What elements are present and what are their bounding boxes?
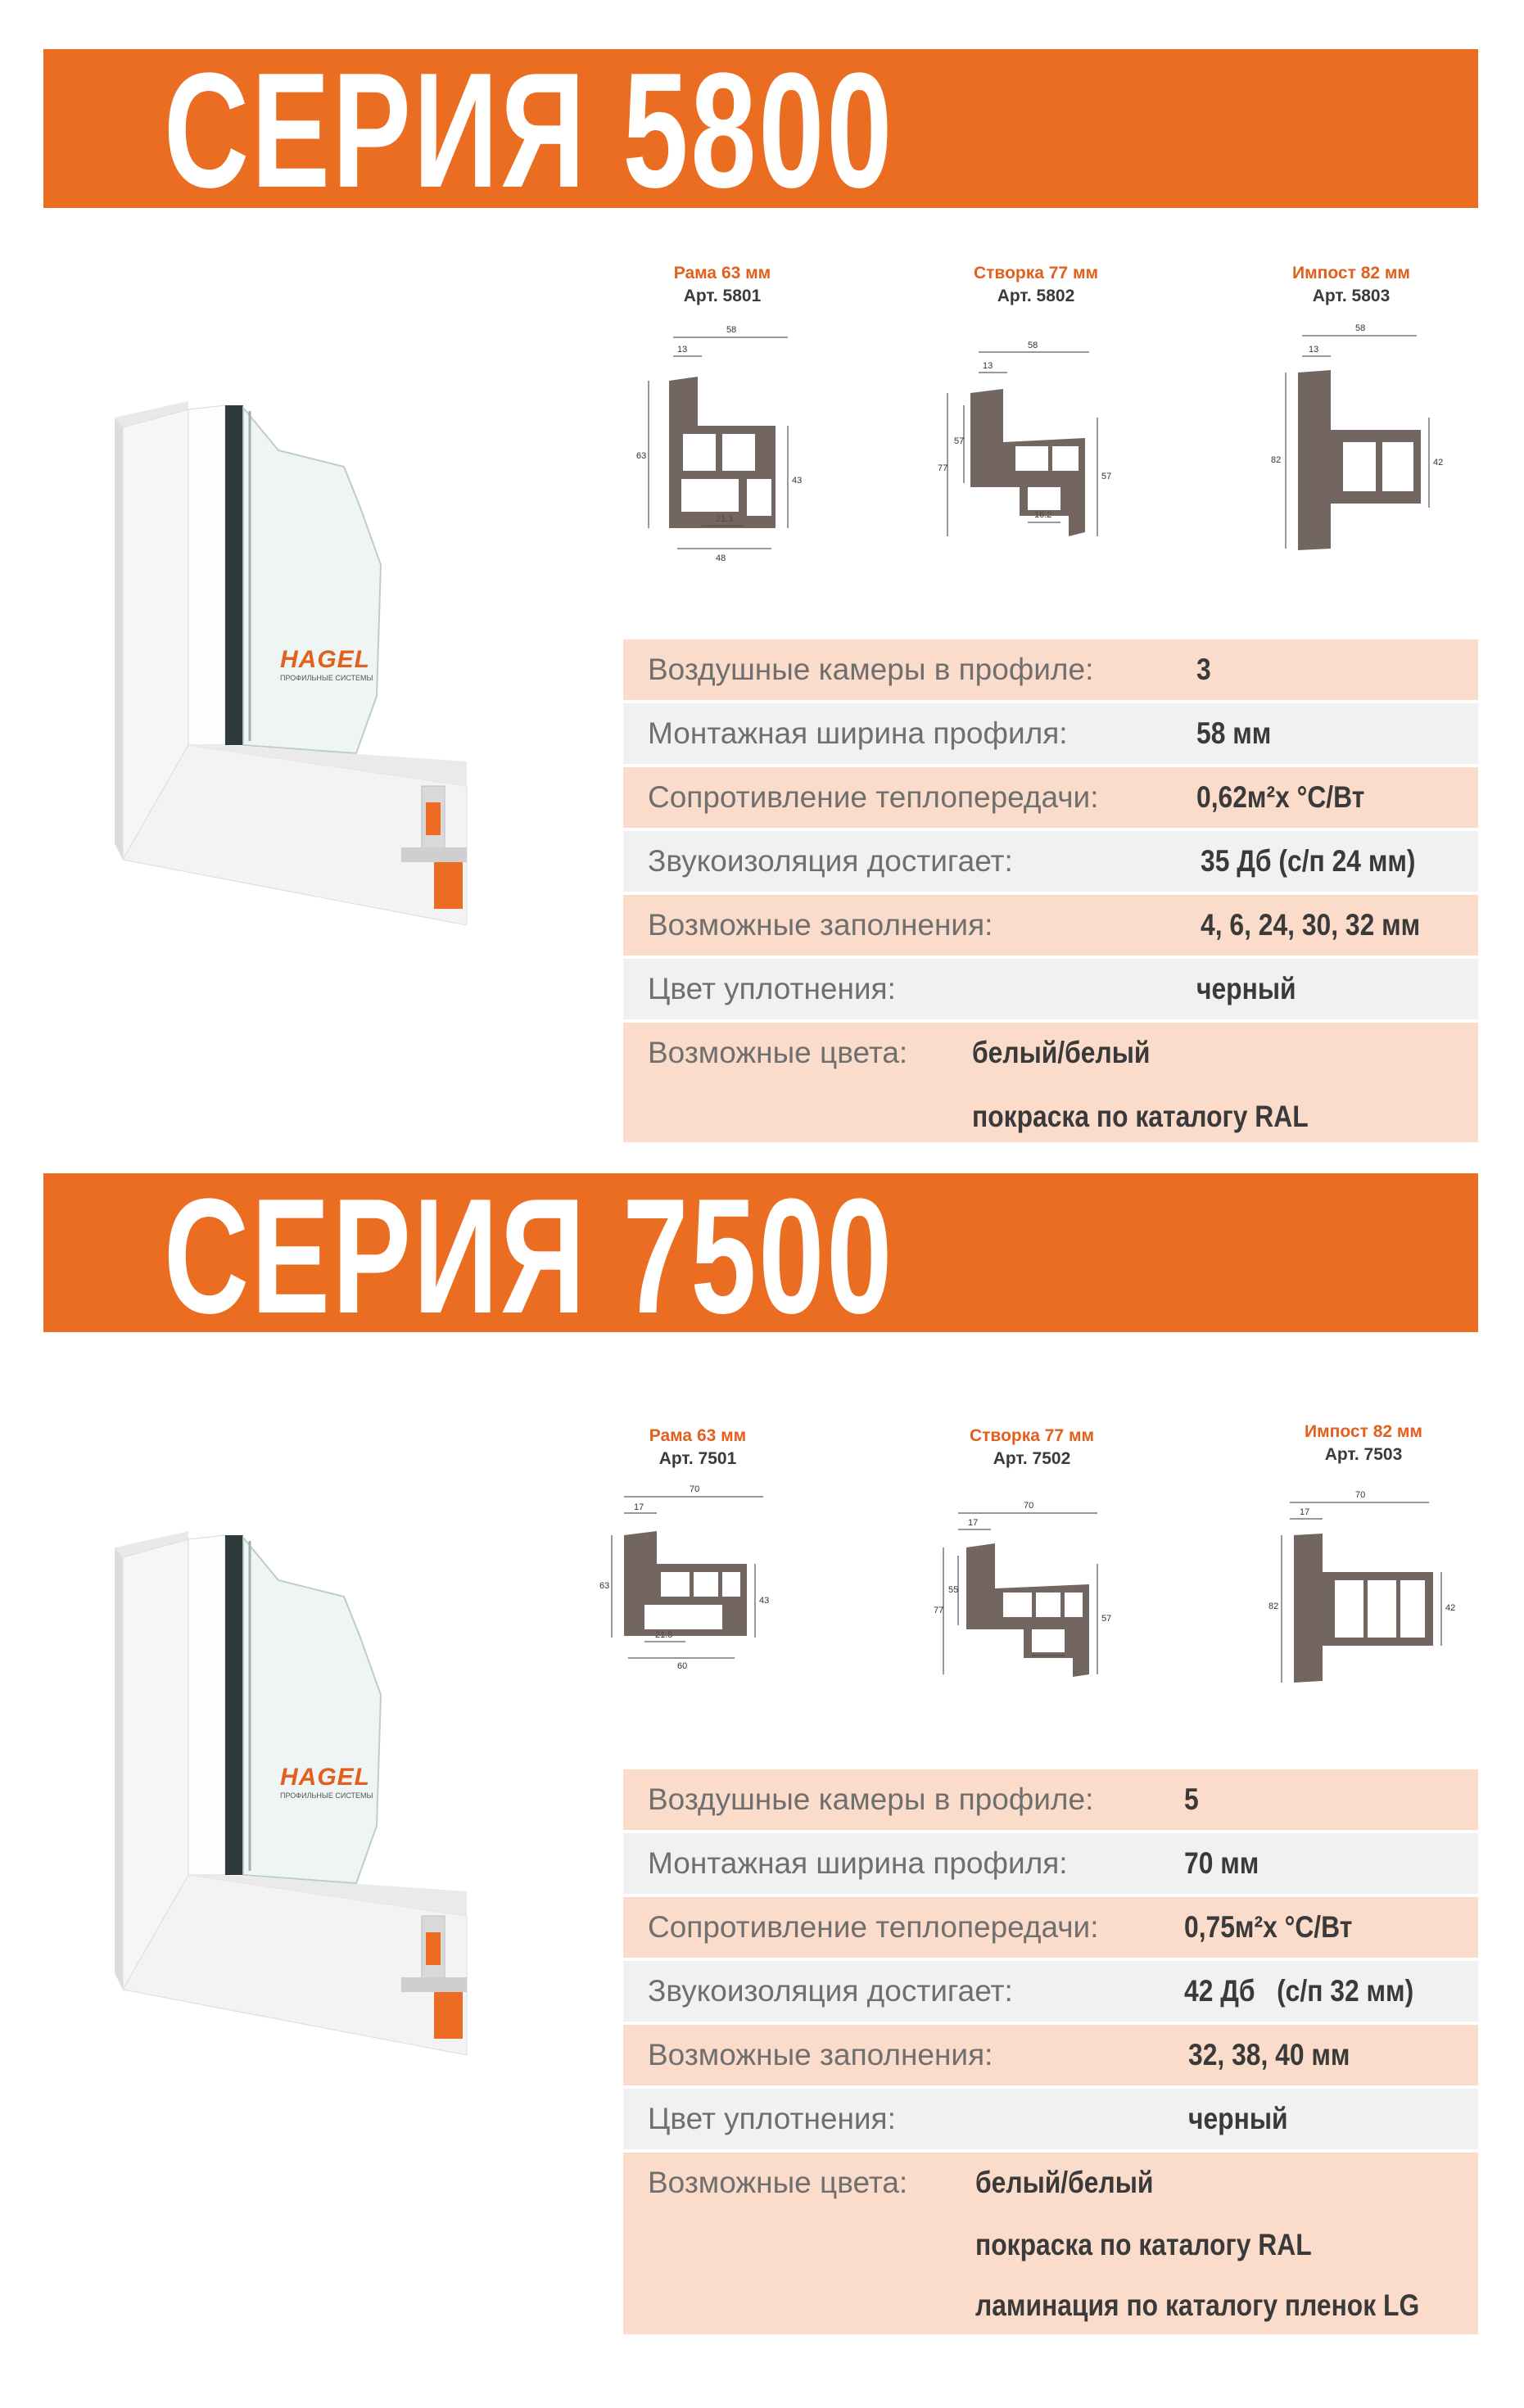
spec-row [623, 639, 1478, 700]
spec-row [623, 1897, 1478, 1958]
svg-text:57: 57 [1101, 472, 1112, 481]
spec-row [623, 1833, 1478, 1894]
svg-text:77: 77 [934, 1606, 944, 1615]
profile-article: Арт. 7502 [993, 1449, 1071, 1468]
svg-text:17: 17 [1300, 1507, 1310, 1517]
spec-value: 58 мм [1196, 716, 1272, 750]
spec-value: 70 мм [1184, 1846, 1259, 1880]
profile-article: Арт. 5801 [683, 287, 762, 305]
logo-wordmark: HAGEL [280, 646, 370, 673]
spec-label: Монтажная ширина профиля: [648, 716, 1068, 750]
profile-article: Арт. 5802 [997, 287, 1075, 305]
profile-name: Рама 63 мм [649, 1426, 747, 1445]
spec-row [623, 831, 1478, 892]
svg-text:58: 58 [1028, 341, 1038, 350]
spec-label: Монтажная ширина профиля: [648, 1846, 1068, 1880]
spec-row [623, 1769, 1478, 1830]
profile-article: Арт. 5803 [1312, 287, 1391, 305]
svg-text:60: 60 [677, 1661, 688, 1671]
spec-label: Сопротивление теплопередачи: [648, 1910, 1099, 1944]
sash-profile-icon [938, 311, 1134, 573]
profile-mullion [1253, 262, 1449, 590]
spec-value: 5 [1184, 1782, 1199, 1816]
frame-profile-icon [624, 311, 821, 573]
spec-row [623, 703, 1478, 764]
svg-text:63: 63 [599, 1581, 610, 1591]
svg-text:42: 42 [1445, 1603, 1456, 1613]
spec-label: Воздушные камеры в профиле: [648, 653, 1094, 686]
spec-label: Цвет уплотнения: [648, 972, 896, 1005]
spec-table [623, 639, 1478, 1142]
spec-row [623, 1961, 1478, 2022]
spec-value: 0,62м²х °С/Вт [1196, 780, 1365, 814]
spec-value: покраска по каталогу RAL [972, 1100, 1309, 1133]
svg-text:17: 17 [968, 1518, 979, 1528]
spec-value: ламинация по каталогу пленок LG [975, 2288, 1420, 2322]
profile-frame [624, 262, 821, 590]
spec-value: белый/белый [975, 2166, 1154, 2199]
profile-name: Импост 82 мм [1305, 1422, 1422, 1441]
svg-text:57: 57 [1101, 1614, 1112, 1624]
svg-text:82: 82 [1271, 455, 1282, 465]
spec-row [623, 2089, 1478, 2149]
spec-row-colors [623, 2153, 1478, 2334]
series-banner [43, 1165, 1478, 1348]
profile-sash [938, 262, 1134, 590]
spec-row [623, 2025, 1478, 2085]
svg-text:42: 42 [1433, 458, 1444, 468]
profile-sash [934, 1425, 1130, 1752]
profile-name: Рама 63 мм [673, 264, 771, 282]
spec-value: 32, 38, 40 мм [1188, 2038, 1350, 2071]
spec-label: Возможные цвета: [648, 1036, 908, 1069]
spec-label: Возможные заполнения: [648, 908, 993, 942]
spec-label: Звукоизоляция достигает: [648, 1974, 1013, 2008]
profile-frame [599, 1425, 796, 1752]
mullion-profile-icon [1265, 1470, 1462, 1732]
logo-tagline: ПРОФИЛЬНЫЕ СИСТЕМЫ [280, 674, 373, 682]
series-banner [43, 39, 1478, 222]
svg-text:70: 70 [1355, 1490, 1366, 1500]
svg-text:13: 13 [983, 361, 993, 371]
spec-row [623, 767, 1478, 828]
series-title: СЕРИЯ 7500 [164, 1165, 895, 1348]
profile-article: Арт. 7501 [658, 1449, 737, 1468]
profile-name: Импост 82 мм [1292, 264, 1410, 282]
svg-text:17: 17 [634, 1502, 644, 1512]
spec-value: 0,75м²х °С/Вт [1184, 1910, 1353, 1944]
spec-value: 42 Дб (с/п 32 мм) [1184, 1974, 1414, 2008]
spec-value: черный [1196, 972, 1296, 1005]
frame-profile-icon [599, 1474, 796, 1736]
spec-value: белый/белый [972, 1036, 1151, 1069]
sash-profile-icon [934, 1474, 1130, 1736]
spec-value: 3 [1196, 653, 1211, 686]
series-title: СЕРИЯ 5800 [164, 39, 895, 222]
spec-label: Воздушные камеры в профиле: [648, 1782, 1094, 1816]
logo-wordmark: HAGEL [280, 1764, 370, 1791]
svg-text:77: 77 [938, 463, 948, 473]
spec-label: Возможные заполнения: [648, 2038, 993, 2071]
spec-row [623, 959, 1478, 1019]
svg-text:70: 70 [1024, 1501, 1034, 1511]
logo-tagline: ПРОФИЛЬНЫЕ СИСТЕМЫ [280, 1791, 373, 1800]
spec-value: черный [1188, 2102, 1288, 2135]
svg-text:70: 70 [690, 1484, 700, 1494]
spec-value: 35 Дб (с/п 24 мм) [1201, 844, 1416, 878]
spec-row [623, 895, 1478, 956]
svg-text:43: 43 [792, 476, 803, 486]
svg-text:63: 63 [636, 451, 647, 461]
svg-text:48: 48 [716, 553, 726, 563]
profile-article: Арт. 7503 [1324, 1445, 1403, 1464]
profile-mullion [1265, 1421, 1462, 1748]
svg-text:82: 82 [1268, 1602, 1279, 1611]
spec-label: Сопротивление теплопередачи: [648, 780, 1099, 814]
svg-text:43: 43 [759, 1596, 770, 1606]
profile-name: Створка 77 мм [973, 264, 1099, 282]
spec-label: Цвет уплотнения: [648, 2102, 896, 2135]
spec-row-colors [623, 1023, 1478, 1142]
svg-text:57: 57 [954, 436, 965, 446]
svg-text:58: 58 [1355, 323, 1366, 333]
mullion-profile-icon [1253, 311, 1449, 573]
spec-label: Возможные цвета: [648, 2166, 908, 2199]
svg-text:13: 13 [677, 345, 688, 355]
profile-name: Створка 77 мм [969, 1426, 1095, 1445]
svg-text:55: 55 [948, 1585, 959, 1595]
spec-table [623, 1769, 1478, 2334]
svg-text:58: 58 [726, 325, 737, 335]
svg-text:13: 13 [1309, 345, 1319, 355]
hagel-logo [280, 647, 395, 683]
hagel-logo [280, 1764, 395, 1800]
spec-value: 4, 6, 24, 30, 32 мм [1201, 908, 1421, 942]
spec-label: Звукоизоляция достигает: [648, 844, 1013, 878]
spec-value: покраска по каталогу RAL [975, 2228, 1312, 2261]
